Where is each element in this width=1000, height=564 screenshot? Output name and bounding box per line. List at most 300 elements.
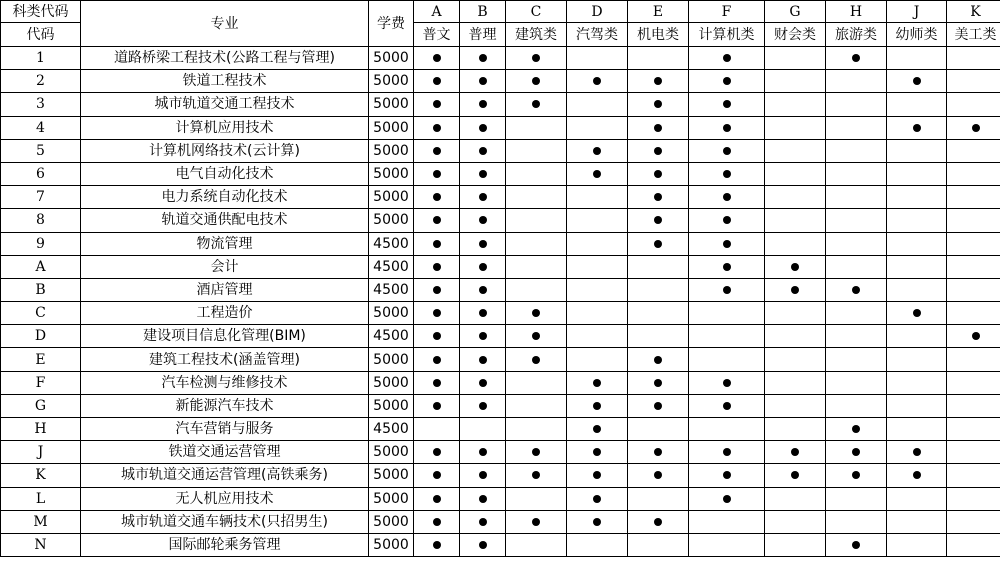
row-major: 计算机应用技术 (81, 116, 369, 139)
mark-cell-C (506, 93, 567, 116)
mark-cell-J (887, 139, 947, 162)
header-letter-D: D (567, 1, 628, 23)
table-row (1, 394, 1000, 417)
eligible-dot-icon (433, 147, 441, 155)
mark-cell-K (947, 116, 1000, 139)
mark-cell-F (689, 186, 765, 209)
eligible-dot-icon (913, 77, 921, 85)
row-major: 道路桥梁工程技术(公路工程与管理) (81, 47, 369, 70)
mark-cell-E (628, 510, 689, 533)
mark-cell-K (947, 533, 1000, 556)
eligible-dot-icon (593, 170, 601, 178)
mark-cell-B (460, 371, 506, 394)
mark-cell-E (628, 70, 689, 93)
eligible-dot-icon (433, 100, 441, 108)
mark-cell-J (887, 325, 947, 348)
mark-cell-B (460, 209, 506, 232)
row-major: 工程造价 (81, 302, 369, 325)
eligible-dot-icon (723, 147, 731, 155)
eligible-dot-icon (433, 124, 441, 132)
mark-cell-D (567, 418, 628, 441)
mark-cell-H (826, 510, 887, 533)
row-major: 国际邮轮乘务管理 (81, 533, 369, 556)
row-code: C (1, 302, 81, 325)
mark-cell-G (765, 394, 826, 417)
table-row (1, 70, 1000, 93)
mark-cell-J (887, 464, 947, 487)
row-fee: 5000 (369, 93, 414, 116)
eligible-dot-icon (433, 193, 441, 201)
eligible-dot-icon (532, 332, 540, 340)
row-fee: 5000 (369, 162, 414, 185)
mark-cell-B (460, 348, 506, 371)
mark-cell-H (826, 464, 887, 487)
eligible-dot-icon (593, 77, 601, 85)
mark-cell-H (826, 348, 887, 371)
row-code: 1 (1, 47, 81, 70)
row-fee: 5000 (369, 348, 414, 371)
mark-cell-G (765, 278, 826, 301)
mark-cell-D (567, 47, 628, 70)
eligible-dot-icon (479, 309, 487, 317)
mark-cell-A (414, 441, 460, 464)
mark-cell-E (628, 302, 689, 325)
table-row (1, 510, 1000, 533)
mark-cell-D (567, 278, 628, 301)
mark-cell-C (506, 533, 567, 556)
mark-cell-G (765, 186, 826, 209)
row-major: 汽车检测与维修技术 (81, 371, 369, 394)
header-letter-A: A (414, 1, 460, 23)
eligible-dot-icon (479, 263, 487, 271)
mark-cell-A (414, 93, 460, 116)
eligible-dot-icon (654, 100, 662, 108)
mark-cell-H (826, 116, 887, 139)
mark-cell-D (567, 487, 628, 510)
header-letter-B: B (460, 1, 506, 23)
mark-cell-A (414, 394, 460, 417)
mark-cell-J (887, 47, 947, 70)
mark-cell-D (567, 116, 628, 139)
mark-cell-B (460, 93, 506, 116)
header-letter-K: K (947, 1, 1000, 23)
table-row (1, 232, 1000, 255)
mark-cell-E (628, 371, 689, 394)
mark-cell-F (689, 441, 765, 464)
row-code: N (1, 533, 81, 556)
row-fee: 4500 (369, 278, 414, 301)
eligible-dot-icon (433, 216, 441, 224)
mark-cell-F (689, 232, 765, 255)
row-fee: 5000 (369, 464, 414, 487)
mark-cell-J (887, 255, 947, 278)
mark-cell-H (826, 302, 887, 325)
row-fee: 5000 (369, 139, 414, 162)
table-row (1, 255, 1000, 278)
mark-cell-A (414, 371, 460, 394)
mark-cell-K (947, 232, 1000, 255)
row-code: M (1, 510, 81, 533)
mark-cell-G (765, 371, 826, 394)
table-row (1, 348, 1000, 371)
row-major: 物流管理 (81, 232, 369, 255)
mark-cell-F (689, 418, 765, 441)
row-code: K (1, 464, 81, 487)
eligible-dot-icon (852, 448, 860, 456)
mark-cell-F (689, 302, 765, 325)
mark-cell-A (414, 533, 460, 556)
mark-cell-F (689, 348, 765, 371)
mark-cell-J (887, 278, 947, 301)
row-major: 建设项目信息化管理(BIM) (81, 325, 369, 348)
row-fee: 4500 (369, 232, 414, 255)
eligible-dot-icon (593, 518, 601, 526)
mark-cell-C (506, 139, 567, 162)
mark-cell-B (460, 441, 506, 464)
mark-cell-C (506, 487, 567, 510)
eligible-dot-icon (972, 332, 980, 340)
table-row (1, 209, 1000, 232)
mark-cell-B (460, 47, 506, 70)
eligible-dot-icon (654, 518, 662, 526)
eligible-dot-icon (433, 309, 441, 317)
mark-cell-E (628, 47, 689, 70)
eligible-dot-icon (723, 100, 731, 108)
eligible-dot-icon (433, 495, 441, 503)
mark-cell-G (765, 302, 826, 325)
mark-cell-K (947, 464, 1000, 487)
header-category-H: 旅游类 (826, 23, 887, 47)
row-code: 6 (1, 162, 81, 185)
table-row (1, 139, 1000, 162)
mark-cell-J (887, 232, 947, 255)
mark-cell-C (506, 47, 567, 70)
eligible-dot-icon (433, 379, 441, 387)
row-major: 电气自动化技术 (81, 162, 369, 185)
mark-cell-F (689, 116, 765, 139)
row-fee: 5000 (369, 487, 414, 510)
row-major: 汽车营销与服务 (81, 418, 369, 441)
header-letter-F: F (689, 1, 765, 23)
mark-cell-J (887, 93, 947, 116)
mark-cell-K (947, 47, 1000, 70)
eligible-dot-icon (479, 541, 487, 549)
mark-cell-B (460, 394, 506, 417)
eligible-dot-icon (433, 286, 441, 294)
mark-cell-C (506, 510, 567, 533)
eligible-dot-icon (532, 448, 540, 456)
row-major: 建筑工程技术(涵盖管理) (81, 348, 369, 371)
eligible-dot-icon (654, 379, 662, 387)
mark-cell-D (567, 93, 628, 116)
mark-cell-E (628, 186, 689, 209)
mark-cell-B (460, 533, 506, 556)
mark-cell-K (947, 278, 1000, 301)
eligible-dot-icon (972, 124, 980, 132)
mark-cell-K (947, 487, 1000, 510)
eligible-dot-icon (852, 471, 860, 479)
row-code: D (1, 325, 81, 348)
header-category-B: 普理 (460, 23, 506, 47)
mark-cell-B (460, 70, 506, 93)
mark-cell-E (628, 162, 689, 185)
eligible-dot-icon (479, 147, 487, 155)
eligible-dot-icon (532, 471, 540, 479)
mark-cell-F (689, 209, 765, 232)
eligible-dot-icon (479, 170, 487, 178)
mark-cell-A (414, 139, 460, 162)
header-category-E: 机电类 (628, 23, 689, 47)
row-fee: 4500 (369, 325, 414, 348)
eligible-dot-icon (479, 240, 487, 248)
table-row (1, 325, 1000, 348)
mark-cell-J (887, 371, 947, 394)
table-row (1, 464, 1000, 487)
table-row (1, 441, 1000, 464)
row-code: H (1, 418, 81, 441)
mark-cell-K (947, 394, 1000, 417)
mark-cell-E (628, 325, 689, 348)
mark-cell-D (567, 209, 628, 232)
mark-cell-D (567, 533, 628, 556)
mark-cell-J (887, 533, 947, 556)
row-fee: 5000 (369, 371, 414, 394)
mark-cell-F (689, 394, 765, 417)
eligible-dot-icon (433, 240, 441, 248)
mark-cell-K (947, 441, 1000, 464)
eligible-dot-icon (479, 100, 487, 108)
table-row (1, 371, 1000, 394)
row-fee: 5000 (369, 394, 414, 417)
mark-cell-E (628, 93, 689, 116)
mark-cell-F (689, 255, 765, 278)
eligible-dot-icon (654, 170, 662, 178)
mark-cell-A (414, 162, 460, 185)
mark-cell-H (826, 325, 887, 348)
mark-cell-A (414, 487, 460, 510)
mark-cell-A (414, 116, 460, 139)
eligible-dot-icon (913, 448, 921, 456)
table-row (1, 533, 1000, 556)
row-code: J (1, 441, 81, 464)
header-category-C: 建筑类 (506, 23, 567, 47)
eligible-dot-icon (433, 541, 441, 549)
mark-cell-D (567, 441, 628, 464)
eligible-dot-icon (852, 541, 860, 549)
header-major: 专业 (81, 1, 369, 47)
eligible-dot-icon (479, 193, 487, 201)
eligible-dot-icon (654, 77, 662, 85)
mark-cell-A (414, 348, 460, 371)
eligible-dot-icon (791, 286, 799, 294)
row-fee: 5000 (369, 533, 414, 556)
row-major: 城市轨道交通工程技术 (81, 93, 369, 116)
mark-cell-G (765, 93, 826, 116)
row-code: L (1, 487, 81, 510)
mark-cell-H (826, 278, 887, 301)
mark-cell-A (414, 70, 460, 93)
mark-cell-D (567, 394, 628, 417)
mark-cell-C (506, 186, 567, 209)
mark-cell-K (947, 302, 1000, 325)
mark-cell-E (628, 139, 689, 162)
eligible-dot-icon (532, 518, 540, 526)
table-row (1, 162, 1000, 185)
mark-cell-D (567, 70, 628, 93)
mark-cell-C (506, 162, 567, 185)
header-letter-C: C (506, 1, 567, 23)
eligible-dot-icon (479, 448, 487, 456)
mark-cell-A (414, 510, 460, 533)
mark-cell-K (947, 418, 1000, 441)
mark-cell-H (826, 371, 887, 394)
eligible-dot-icon (479, 356, 487, 364)
eligible-dot-icon (723, 54, 731, 62)
row-fee: 5000 (369, 47, 414, 70)
mark-cell-J (887, 348, 947, 371)
header-code-bottom: 代码 (1, 23, 81, 47)
mark-cell-K (947, 139, 1000, 162)
eligible-dot-icon (913, 124, 921, 132)
mark-cell-E (628, 441, 689, 464)
row-fee: 5000 (369, 302, 414, 325)
header-row-letters (1, 1, 1000, 23)
header-category-J: 幼师类 (887, 23, 947, 47)
mark-cell-H (826, 162, 887, 185)
mark-cell-G (765, 116, 826, 139)
mark-cell-B (460, 487, 506, 510)
mark-cell-J (887, 186, 947, 209)
mark-cell-J (887, 116, 947, 139)
eligible-dot-icon (791, 263, 799, 271)
table-row (1, 47, 1000, 70)
mark-cell-F (689, 464, 765, 487)
mark-cell-F (689, 533, 765, 556)
mark-cell-H (826, 47, 887, 70)
mark-cell-G (765, 348, 826, 371)
eligible-dot-icon (479, 286, 487, 294)
mark-cell-D (567, 255, 628, 278)
row-major: 新能源汽车技术 (81, 394, 369, 417)
table-row (1, 278, 1000, 301)
mark-cell-A (414, 186, 460, 209)
mark-cell-K (947, 510, 1000, 533)
mark-cell-F (689, 93, 765, 116)
mark-cell-A (414, 464, 460, 487)
mark-cell-C (506, 255, 567, 278)
mark-cell-G (765, 533, 826, 556)
eligible-dot-icon (852, 425, 860, 433)
eligible-dot-icon (723, 263, 731, 271)
eligible-dot-icon (433, 263, 441, 271)
row-fee: 5000 (369, 70, 414, 93)
header-letter-J: J (887, 1, 947, 23)
mark-cell-C (506, 464, 567, 487)
mark-cell-D (567, 510, 628, 533)
mark-cell-B (460, 186, 506, 209)
mark-cell-D (567, 186, 628, 209)
mark-cell-B (460, 278, 506, 301)
mark-cell-D (567, 348, 628, 371)
mark-cell-C (506, 209, 567, 232)
eligible-dot-icon (433, 402, 441, 410)
mark-cell-E (628, 464, 689, 487)
eligible-dot-icon (479, 471, 487, 479)
header-letter-H: H (826, 1, 887, 23)
mark-cell-H (826, 394, 887, 417)
mark-cell-B (460, 255, 506, 278)
mark-cell-H (826, 533, 887, 556)
mark-cell-G (765, 441, 826, 464)
mark-cell-G (765, 139, 826, 162)
mark-cell-E (628, 255, 689, 278)
mark-cell-H (826, 255, 887, 278)
eligible-dot-icon (532, 77, 540, 85)
mark-cell-K (947, 348, 1000, 371)
mark-cell-C (506, 348, 567, 371)
eligible-dot-icon (433, 471, 441, 479)
mark-cell-A (414, 418, 460, 441)
eligible-dot-icon (791, 471, 799, 479)
mark-cell-K (947, 371, 1000, 394)
eligible-dot-icon (479, 518, 487, 526)
eligible-dot-icon (654, 471, 662, 479)
eligible-dot-icon (433, 170, 441, 178)
mark-cell-K (947, 70, 1000, 93)
mark-cell-H (826, 418, 887, 441)
row-fee: 5000 (369, 116, 414, 139)
mark-cell-C (506, 371, 567, 394)
mark-cell-E (628, 487, 689, 510)
mark-cell-F (689, 278, 765, 301)
mark-cell-A (414, 209, 460, 232)
mark-cell-D (567, 371, 628, 394)
mark-cell-C (506, 302, 567, 325)
mark-cell-B (460, 232, 506, 255)
eligible-dot-icon (723, 448, 731, 456)
row-code: 7 (1, 186, 81, 209)
mark-cell-F (689, 487, 765, 510)
mark-cell-E (628, 394, 689, 417)
eligible-dot-icon (654, 216, 662, 224)
row-fee: 5000 (369, 209, 414, 232)
mark-cell-J (887, 394, 947, 417)
mark-cell-B (460, 302, 506, 325)
eligible-dot-icon (532, 356, 540, 364)
row-code: 2 (1, 70, 81, 93)
mark-cell-D (567, 325, 628, 348)
eligible-dot-icon (433, 356, 441, 364)
eligible-dot-icon (479, 77, 487, 85)
mark-cell-D (567, 162, 628, 185)
mark-cell-B (460, 116, 506, 139)
mark-cell-D (567, 139, 628, 162)
eligible-dot-icon (593, 471, 601, 479)
mark-cell-C (506, 70, 567, 93)
row-fee: 5000 (369, 510, 414, 533)
row-code: A (1, 255, 81, 278)
mark-cell-H (826, 232, 887, 255)
eligible-dot-icon (479, 402, 487, 410)
eligible-dot-icon (433, 77, 441, 85)
header-code-top: 科类代码 (1, 1, 81, 23)
table-row (1, 116, 1000, 139)
row-major: 铁道工程技术 (81, 70, 369, 93)
mark-cell-F (689, 162, 765, 185)
eligible-dot-icon (532, 100, 540, 108)
mark-cell-F (689, 325, 765, 348)
eligible-dot-icon (654, 402, 662, 410)
